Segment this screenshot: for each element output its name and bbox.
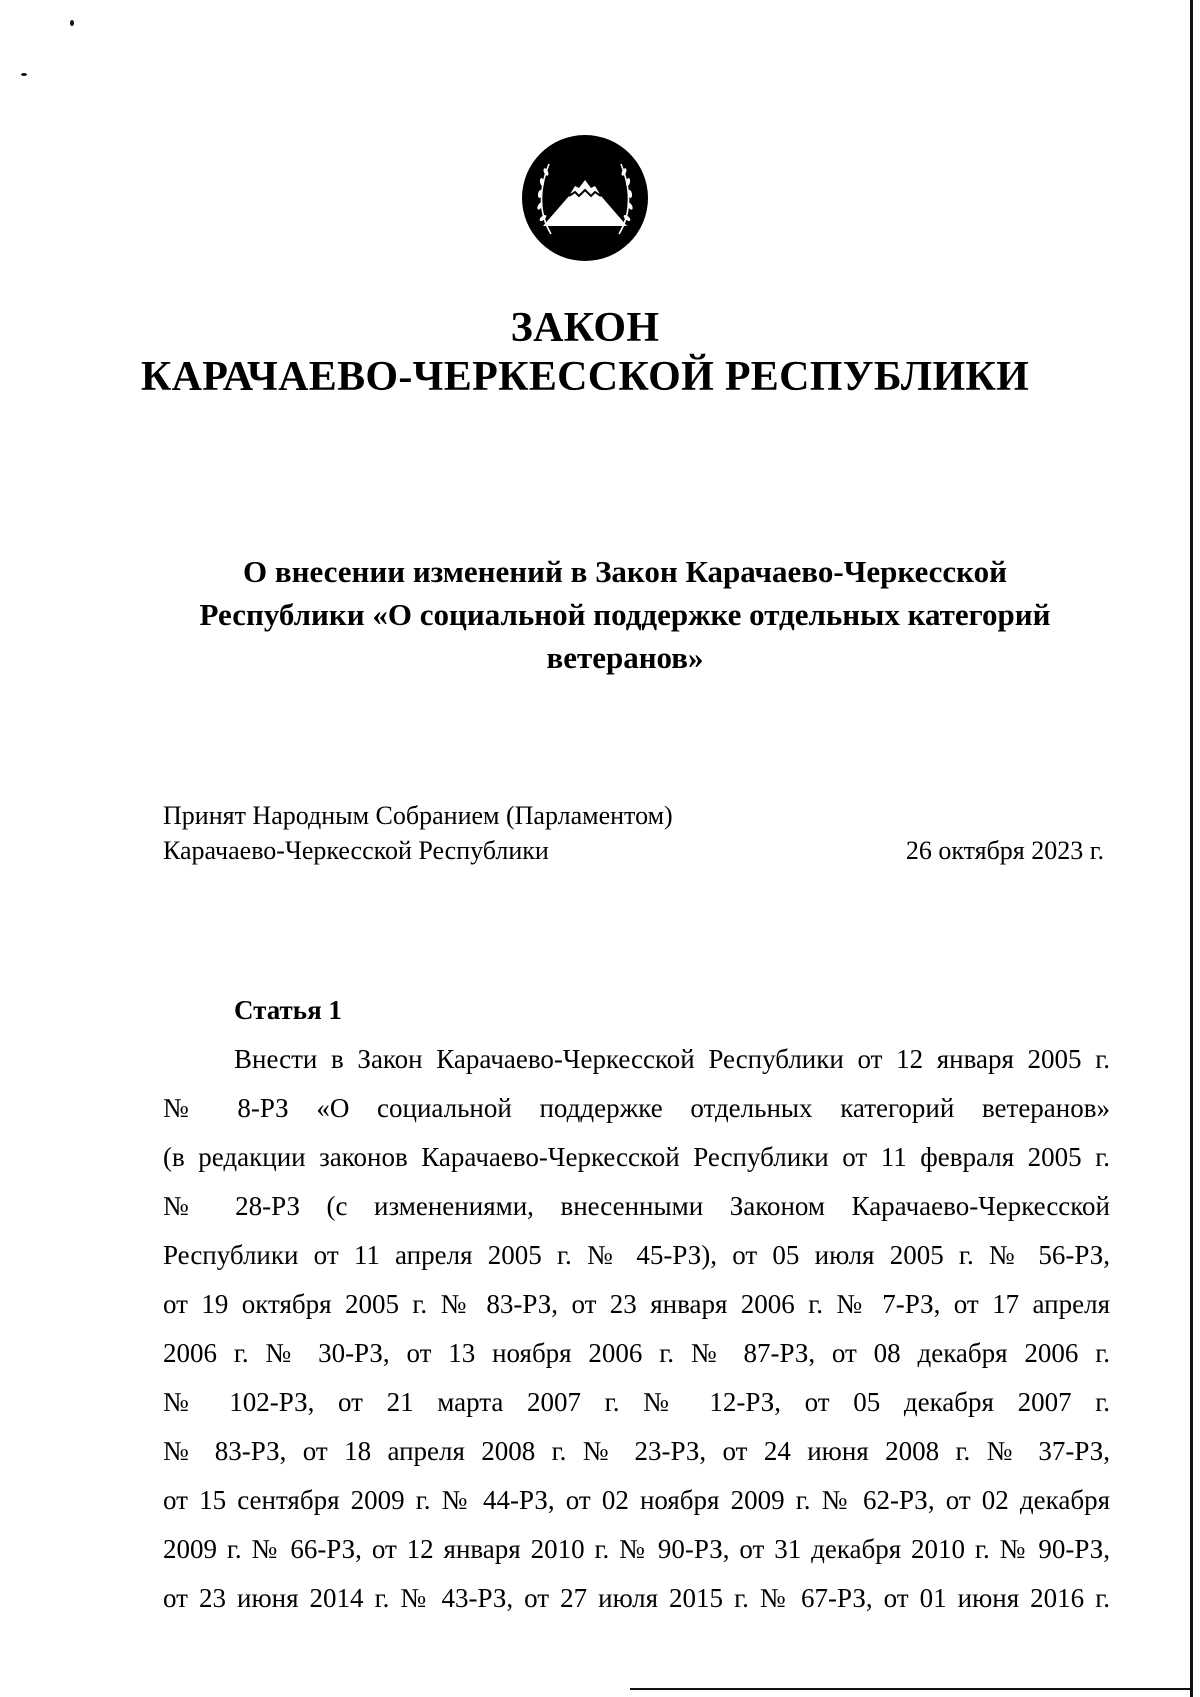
adoption-date: 26 октября 2023 г. [905, 836, 1104, 865]
article-body [163, 1035, 1110, 1623]
law-subject [160, 550, 1090, 679]
subject-line: ветеранов» [546, 640, 704, 675]
scan-speck [21, 73, 27, 76]
article-line: Внести в Закон Карачаево-Черкесской Республики от 12 января 2005 г. [234, 1044, 1110, 1074]
article-line: от 15 сентября 2009 г. № 44-РЗ, от 02 ноября 2009 г. № 62-РЗ, от 02 декабря [163, 1485, 1110, 1515]
subject-line: Республики «О социальной поддержке отдельных категорий [199, 597, 1051, 632]
article-heading: Статья 1 [234, 995, 342, 1025]
republic-title: КАРАЧАЕВО-ЧЕРКЕССКОЙ РЕСПУБЛИКИ [140, 354, 1030, 400]
subject-line: О внесении изменений в Закон Карачаево-Черкесской [243, 554, 1007, 589]
scan-speck [70, 20, 74, 26]
article-line: (в редакции законов Карачаево-Черкесской Республики от 11 февраля 2005 г. [163, 1142, 1110, 1172]
article-line: Республики от 11 апреля 2005 г. № 45-РЗ), от 05 июля 2005 г. № 56-РЗ, [163, 1240, 1110, 1270]
article-line: 2009 г. № 66-РЗ, от 12 января 2010 г. № 90-РЗ, от 31 декабря 2010 г. № 90-РЗ, [163, 1534, 1110, 1564]
article-line: № 83-РЗ, от 18 апреля 2008 г. № 23-РЗ, от 24 июня 2008 г. № 37-РЗ, [163, 1436, 1110, 1466]
law-title: ЗАКОН [510, 305, 660, 351]
article-line: № 102-РЗ, от 21 марта 2007 г. № 12-РЗ, от 05 декабря 2007 г. [163, 1387, 1110, 1417]
adoption-line: Карачаево-Черкесской Республики [163, 836, 549, 865]
scan-right-edge [1190, 0, 1193, 1697]
coat-of-arms-emblem [521, 134, 649, 262]
adoption-line: Принят Народным Собранием (Парламентом) [163, 801, 673, 830]
article-line: от 19 октября 2005 г. № 83-РЗ, от 23 января 2006 г. № 7-РЗ, от 17 апреля [163, 1289, 1110, 1319]
article-line: 2006 г. № 30-РЗ, от 13 ноября 2006 г. № 87-РЗ, от 08 декабря 2006 г. [163, 1338, 1110, 1368]
adoption-statement [163, 798, 673, 868]
article-line: № 28-РЗ (с изменениями, внесенными Законом Карачаево-Черкесской [163, 1191, 1110, 1221]
article-line: от 23 июня 2014 г. № 43-РЗ, от 27 июля 2015 г. № 67-РЗ, от 01 июня 2016 г. [163, 1583, 1110, 1613]
scan-bottom-edge [630, 1688, 1192, 1690]
article-line: № 8-РЗ «О социальной поддержке отдельных категорий ветеранов» [163, 1093, 1110, 1123]
